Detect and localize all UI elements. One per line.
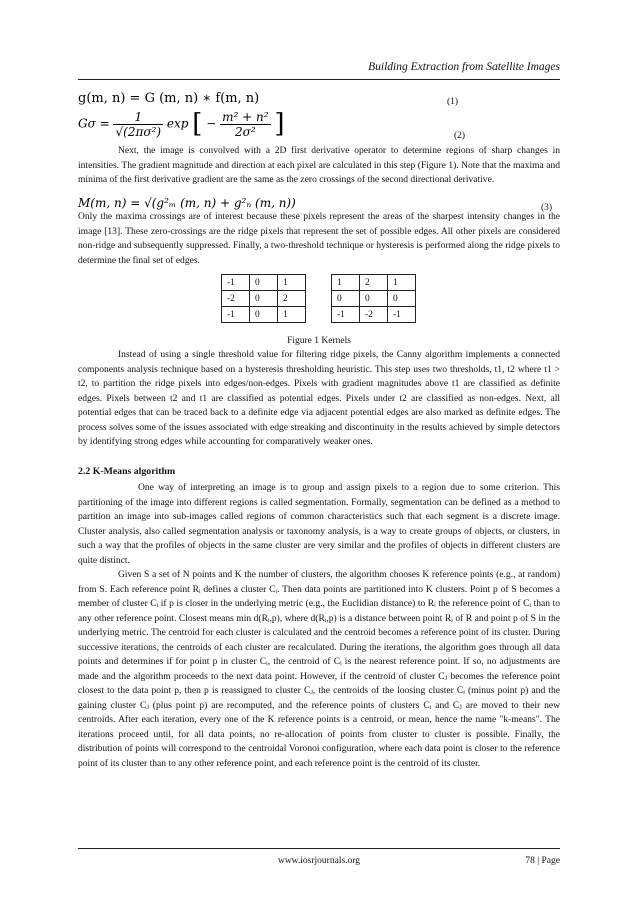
table-cell: 2 (278, 291, 306, 307)
equation-1: g(m, n) = G (m, n) ∗ f(m, n) (78, 91, 260, 106)
section-heading: 2.2 K-Means algorithm (78, 466, 176, 477)
table-cell: 1 (278, 307, 306, 323)
equation-2-lhs: Gσ = (78, 116, 110, 131)
table-cell: 0 (250, 291, 278, 307)
table-cell: 2 (360, 275, 388, 291)
figure-caption: Figure 1 Kernels (287, 336, 351, 346)
table-cell: -1 (222, 307, 250, 323)
equation-1-number: (1) (447, 97, 459, 107)
equation-2-coef-denominator: √(2πσ²) (115, 124, 162, 139)
equation-2-coef-numerator: 1 (113, 110, 163, 125)
equation-2 (78, 109, 285, 139)
paragraph-4: One way of interpreting an image is to group and assign pixels to a region due to some criterion. This partitioning of the image into different regions is called segmentation. Formally, segmentation can be defined as a method to partition an image into sub-images called regions of common characteristics such that each segment is a discrete image. Cluster analysis, also called segmentation analysis or taxonomy analysis, is a way to create groups of objects, or clusters, in such a way that the profiles of objects in the same cluster are very similar and the profiles of objects in different clusters are quite distinct. (78, 482, 560, 566)
table-cell: -1 (222, 275, 250, 291)
table-cell: -1 (332, 307, 360, 323)
table-row (332, 307, 416, 323)
table-cell: -2 (360, 307, 388, 323)
equation-3: M(m, n) = √(g²ₘ (m, n) + g²ₙ (m, n)) (78, 196, 296, 210)
table-cell: 0 (360, 291, 388, 307)
equation-2-bracket-left: [ (192, 109, 203, 139)
table-cell: 0 (250, 275, 278, 291)
table-row (332, 291, 416, 307)
equation-2-arg-denominator: 2σ² (235, 124, 256, 139)
paragraph-5: Given S a set of N points and K the number of clusters, the algorithm chooses K reference points (e.g., at random) from S. Each reference point Rᵢ defines a cluster Cᵢ. Then data points are partitioned into K clusters. Point p of S becomes a member of cluster Cᵢ if p is closer in the underlying metric (e.g., the Euclidian distance) to Rᵢ the reference point of Cᵢ than to any other reference point. Closest means min d(Rᵢ,p), where d(Rᵢ,p) is a distance between point Rᵢ of R and point p of S in the underlying metric. The centroid for each cluster is calculated and the centroid becomes a reference point of its cluster. During successive iterations, the centroids of each cluster are recalculated. During the iterations, the algorithm goes through all data points and determines if for point p in cluster Cᵢ, the centroid of Cᵢ is the nearest reference point. If so, no adjustments are made and the algorithm proceeds to the next data point. However, if the centroid of cluster Cⱼ becomes the reference point closest to the data point p, then p is reassigned to cluster Cⱼ, the centroids of the loosing cluster Cᵢ (minus point p) and the gaining cluster Cⱼ (plus point p) are recomputed, and the reference points of clusters Cᵢ and Cⱼ are moved to their new centroids. After each iteration, every one of the K reference points is a centroid, or mean, hence the name "k-means". The iterations proceed until, for all data points, no re-allocation of points from cluster to cluster is possible. Finally, the distribution of points will correspond to the centroidal Voronoi configuration, where each data point is closer to the reference point of its cluster than to any other reference point, and each reference point is the centroid of its cluster. (78, 569, 560, 769)
paragraph-3: Instead of using a single threshold value for filtering ridge pixels, the Canny algorithm implements a connected components analysis technique based on a hysteresis thresholding heuristic. This step uses two thresholds, t1, t2 where t1 > t2, to partition the ridge pixels into edges/non-edges. Pixels with gradient magnitudes above t1 are classified as definite edges. Pixels between t2 and t1 are classified as potential edges. Pixels under t2 are classified as non-edges. Next, all potential edges that can be traced back to a definite edge via adjacent potential edges are also marked as definite edges. The process solves some of the issues associated with edge streaking and discontinuity in the results achieved by simple detectors by identifying strong edges while accounting for comparatively weaker ones. (78, 349, 560, 447)
footer-rule (78, 848, 560, 849)
kernel-table-right (331, 274, 416, 323)
kernel-table-left (221, 274, 306, 323)
table-cell: 0 (388, 291, 416, 307)
equation-3-number: (3) (541, 203, 553, 213)
equation-2-arg-numerator: m² + n² (222, 109, 269, 124)
table-row (222, 291, 306, 307)
table-row (222, 307, 306, 323)
equation-2-bracket-right: ] (274, 109, 285, 139)
table-row (332, 275, 416, 291)
table-cell: -1 (388, 307, 416, 323)
paragraph-1: Next, the image is convolved with a 2D first derivative operator to determine regions of sharp changes in intensities. The gradient magnitude and direction at each pixel are calculated in this step (Figure 1). Note that the maxima and minima of the first derivative gradient are the same as the zero crossings of the second directional derivative. (78, 145, 560, 185)
equation-2-number: (2) (454, 131, 466, 141)
table-cell: 0 (250, 307, 278, 323)
footer-page-number: 78 | Page (525, 856, 560, 866)
equation-2-argument (220, 110, 270, 139)
footer-website: www.iosrjournals.org (277, 856, 361, 866)
header-rule (78, 79, 560, 80)
table-row (222, 275, 306, 291)
equation-2-exp: exp (166, 116, 189, 131)
table-cell: 0 (332, 291, 360, 307)
equation-2-coefficient (113, 110, 163, 139)
table-cell: 1 (388, 275, 416, 291)
equation-2-minus: − (206, 116, 217, 131)
table-cell: -2 (222, 291, 250, 307)
paragraph-2: Only the maxima crossings are of interest because these pixels represent the areas of the sharpest intensity changes in the image [13]. These zero-crossings are the ridge pixels that represent the set of possible edges. All other pixels are considered non-ridge and subsequently suppressed. Finally, a two-threshold technique or hysteresis is performed along the ridge pixels to determine the final set of edges. (78, 211, 560, 266)
table-cell: 1 (332, 275, 360, 291)
running-header: Building Extraction from Satellite Images (368, 61, 560, 73)
table-cell: 1 (278, 275, 306, 291)
